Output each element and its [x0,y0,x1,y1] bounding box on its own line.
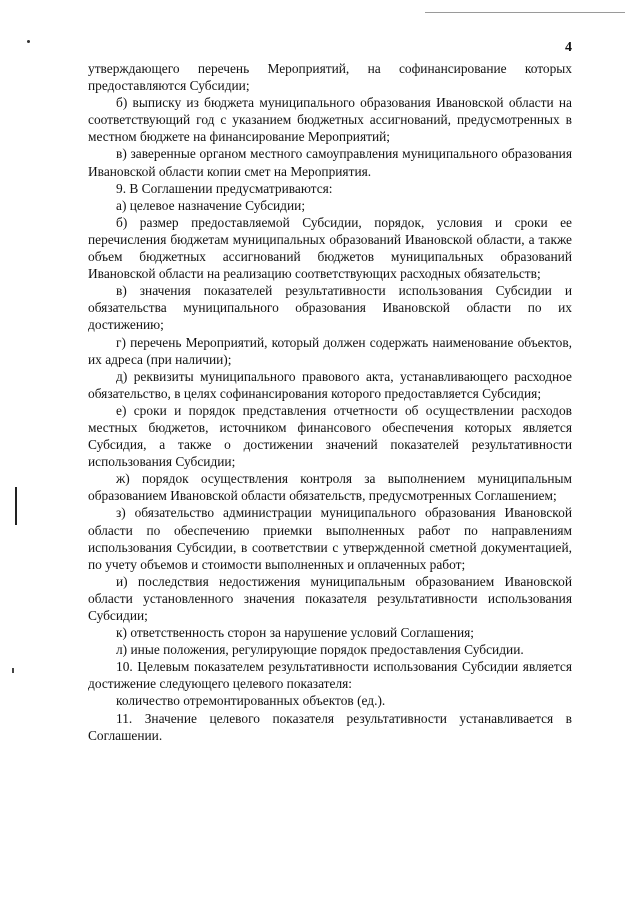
paragraph-9e: е) сроки и порядок представления отчетности об осуществлении расходов местных бюджетов, источником финансового обеспечения которых является Субсидия, а также о достижении значений показателей результативности использования Субсидии; [88,402,572,470]
paragraph-section-11: 11. Значение целевого показателя результативности устанавливается в Соглашении. [88,710,572,743]
paragraph-item-v-estimates: в) заверенные органом местного самоуправления муниципального образования Ивановской области копии смет на Мероприятия. [88,146,572,179]
paragraph-indicator: количество отремонтированных объектов (ед.). [116,693,386,709]
paragraph-9b: б) размер предоставляемой Субсидии, порядок, условия и сроки ее перечисления бюджетам муниципальных образований Ивановской области, а также объем бюджетных ассигнований бюджетов муниципальных образований Ивановской области на реализацию соответствующих расходных обязательств; [88,214,572,282]
paragraph-section-10: 10. Целевым показателем результативности использования Субсидии является достижение следующего целевого показателя: [88,659,572,692]
paragraph-9zh: ж) порядок осуществления контроля за выполнением муниципальным образованием Ивановской области обязательств, предусмотренных Соглашением; [88,471,572,504]
paragraph-continuation: утверждающего перечень Мероприятий, на софинансирование которых предоставляются Субсидии; [88,61,572,94]
margin-mark-small [12,668,14,673]
paragraph-9z: з) обязательство администрации муниципального образования Ивановской области по обеспечению приемки выполненных работ по направлениям использования Субсидии, в соответствии с утвержденной сметной документацией, по учету объемов и стоимости выполненных и оплаченных работ; [88,505,572,572]
paragraph-9k: к) ответственность сторон за нарушение условий Соглашения; [116,625,475,641]
paragraph-9i: и) последствия недостижения муниципальным образованием Ивановской области установленного значения показателя результативности использования Субсидии; [88,573,572,623]
paragraph-9d: д) реквизиты муниципального правового акта, устанавливающего расходное обязательство, в целях софинансирования которого предоставляется Субсидия; [88,368,572,401]
scan-artifact-line [425,12,625,13]
paragraph-section-9: 9. В Соглашении предусматриваются: [116,180,333,196]
scan-artifact-dot [27,40,30,43]
paragraph-9g: г) перечень Мероприятий, который должен содержать наименование объектов, их адреса (при наличии); [88,334,572,367]
paragraph-9v: в) значения показателей результативности использования Субсидии и обязательства муниципального образования Ивановской области по их достижению; [88,283,572,333]
document-body [88,60,572,744]
paragraph-9a: а) целевое назначение Субсидии; [116,197,306,213]
paragraph-item-b-budget-extract: б) выписку из бюджета муниципального образования Ивановской области на соответствующий год с указанием бюджетных ассигнований, предусмотренных в местном бюджете на финансирование Мероприятий; [88,95,572,145]
page-number: 4 [565,40,572,55]
margin-mark [15,487,17,525]
paragraph-9l: л) иные положения, регулирующие порядок предоставления Субсидии. [116,642,524,658]
